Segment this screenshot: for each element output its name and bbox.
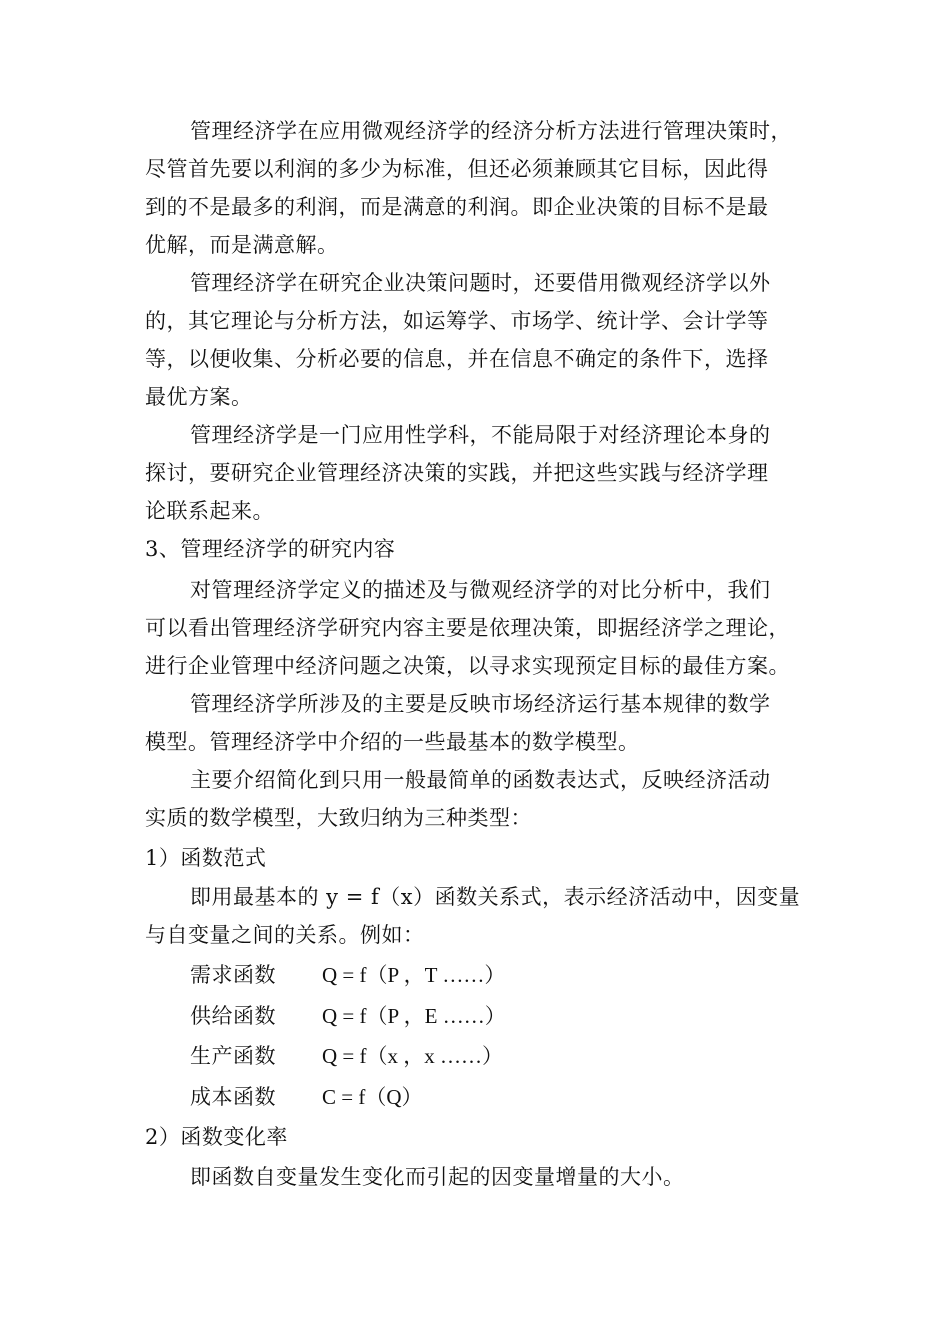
paragraph-line: 与自变量之间的关系。例如： bbox=[145, 923, 425, 947]
paragraph-line: 到的不是最多的利润，而是满意的利润。即企业决策的目标不是最 bbox=[145, 195, 769, 219]
formula-name: 供给函数 bbox=[190, 1004, 276, 1028]
paragraph-line: 主要介绍简化到只用一般最简单的函数表达式，反映经济活动 bbox=[190, 768, 771, 792]
paragraph-line: 论联系起来。 bbox=[145, 499, 274, 523]
paragraph-line: 尽管首先要以利润的多少为标准，但还必须兼顾其它目标，因此得 bbox=[145, 157, 769, 181]
paragraph-line: 即函数自变量发生变化而引起的因变量增量的大小。 bbox=[190, 1165, 685, 1189]
section-heading: 3、管理经济学的研究内容 bbox=[145, 537, 396, 561]
formula-name: 生产函数 bbox=[190, 1044, 276, 1068]
formula-expression: Q = f（P ，T ……） bbox=[322, 963, 506, 987]
paragraph-line: 即用最基本的 y = f（x）函数关系式，表示经济活动中，因变量 bbox=[190, 885, 801, 909]
subsection-heading: 1）函数范式 bbox=[145, 846, 267, 870]
paragraph-line: 可以看出管理经济学研究内容主要是依理决策，即据经济学之理论， bbox=[145, 616, 790, 640]
paragraph-line: 管理经济学是一门应用性学科，不能局限于对经济理论本身的 bbox=[190, 423, 771, 447]
paragraph-line: 等，以便收集、分析必要的信息，并在信息不确定的条件下，选择 bbox=[145, 347, 769, 371]
paragraph-line: 的，其它理论与分析方法，如运筹学、市场学、统计学、会计学等 bbox=[145, 309, 769, 333]
paragraph-line: 进行企业管理中经济问题之决策，以寻求实现预定目标的最佳方案。 bbox=[145, 654, 790, 678]
paragraph-line: 对管理经济学定义的描述及与微观经济学的对比分析中，我们 bbox=[190, 578, 771, 602]
formula-expression: Q = f（P ，E ……） bbox=[322, 1004, 506, 1028]
formula-expression: Q = f（x ，x ……） bbox=[322, 1044, 504, 1068]
paragraph-line: 优解，而是满意解。 bbox=[145, 233, 339, 257]
formula-name: 需求函数 bbox=[190, 963, 276, 987]
formula-expression: C = f（Q） bbox=[322, 1085, 423, 1109]
paragraph-line: 模型。管理经济学中介绍的一些最基本的数学模型。 bbox=[145, 730, 640, 754]
paragraph-line: 管理经济学在应用微观经济学的经济分析方法进行管理决策时， bbox=[190, 119, 792, 143]
subsection-heading: 2）函数变化率 bbox=[145, 1125, 288, 1149]
paragraph-line: 探讨，要研究企业管理经济决策的实践，并把这些实践与经济学理 bbox=[145, 461, 769, 485]
paragraph-line: 实质的数学模型，大致归纳为三种类型： bbox=[145, 806, 532, 830]
paragraph-line: 最优方案。 bbox=[145, 385, 253, 409]
paragraph-line: 管理经济学在研究企业决策问题时，还要借用微观经济学以外 bbox=[190, 271, 771, 295]
paragraph-line: 管理经济学所涉及的主要是反映市场经济运行基本规律的数学 bbox=[190, 692, 771, 716]
formula-name: 成本函数 bbox=[190, 1085, 276, 1109]
